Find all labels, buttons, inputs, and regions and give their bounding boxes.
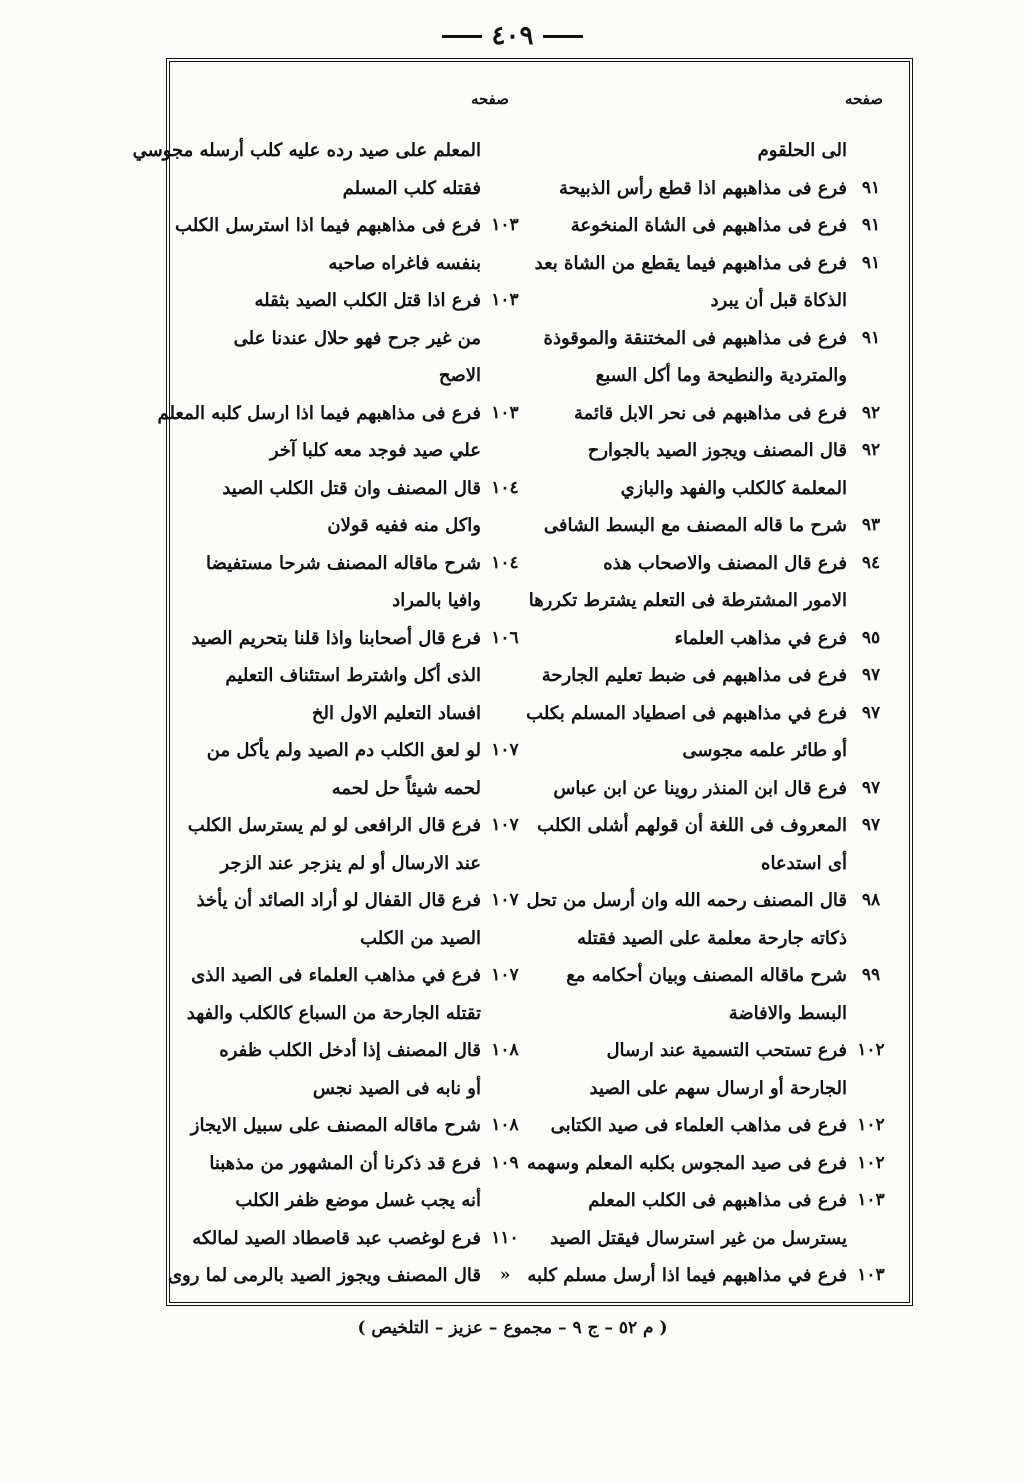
- entry-line: قال المصنف رحمه الله وان أرسل من تحل: [526, 890, 847, 911]
- entry-line: فرع فى مذاهبهم فيما اذا ارسل كلبه المعلم: [157, 402, 481, 424]
- entry-line: فرع قال الرافعى لو لم يسترسل الكلب: [187, 815, 481, 836]
- left-column: [132, 132, 529, 1295]
- footer-signature: ( م ٥٢ – ج ٩ – مجموع – عزيز – التلخيص ): [357, 1318, 668, 1338]
- entry-text: [549, 132, 847, 170]
- index-entry: [183, 545, 529, 620]
- entry-line: فرع فى مذاهبهم فى نحر الابل قائمة: [573, 402, 847, 424]
- index-entry: [549, 957, 895, 1032]
- entry-line: فرع فى مذاهب العلماء فى صيد الكتابى: [550, 1115, 847, 1136]
- entry-text: [527, 1145, 847, 1183]
- entry-line: فرع في مذاهبهم فيما اذا أرسل مسلم كلبه: [527, 1265, 847, 1286]
- entry-line: فرع قال ابن المنذر روينا عن ابن عباس: [553, 777, 847, 799]
- column-header-right: صفحه: [844, 90, 883, 108]
- entry-line: ذكاته جارحة معلمة على الصيد فقتله: [577, 927, 847, 949]
- entry-page-number: ١٠٣: [857, 1265, 885, 1285]
- entry-page-number: ١٠٢: [857, 1115, 885, 1135]
- entry-text: [549, 432, 847, 507]
- entry-page-number: ١٠٣: [491, 215, 519, 235]
- entry-text: [183, 807, 481, 882]
- entry-line: يسترسل من غير استرسال فيقتل الصيد: [550, 1227, 847, 1249]
- entry-page-number: ١٠٧: [491, 890, 519, 910]
- entry-text: [183, 545, 481, 620]
- entry-line: الى الحلقوم: [757, 140, 847, 161]
- entry-page-number: ١٠٣: [491, 402, 519, 423]
- entry-line: الجارحة أو ارسال سهم على الصيد: [589, 1077, 847, 1099]
- entry-page-number: ١٠٤: [491, 552, 519, 573]
- entry-text: [183, 957, 481, 1032]
- entry-line: المعروف فى اللغة أن قولهم أشلى الكلب: [537, 815, 847, 836]
- index-entry: [526, 882, 895, 957]
- entry-line: الذى أكل واشترط استئناف التعليم: [225, 665, 481, 686]
- entry-page-number: ١٠٧: [491, 965, 519, 985]
- index-entry: [549, 1182, 895, 1257]
- entry-text: [542, 657, 847, 695]
- right-column: [526, 132, 895, 1295]
- entry-text: [549, 1107, 847, 1145]
- entry-line: فرع فى مذاهبهم فى ضبط تعليم الجارحة: [541, 665, 847, 686]
- entry-text: [527, 1257, 847, 1295]
- entry-page-number: ٩٧: [861, 777, 881, 798]
- entry-line: وافيا بالمراد: [392, 590, 481, 611]
- entry-text: [526, 695, 847, 770]
- entry-line: قال المصنف ويجوز الصيد بالجوارح: [587, 440, 847, 461]
- entry-line: لحمه شيئاً حل لحمه: [331, 777, 481, 799]
- index-entry: [183, 1107, 529, 1145]
- index-entry: [537, 807, 895, 882]
- entry-line: فرع لوغصب عبد قاصطاد الصيد لمالكه: [192, 1227, 481, 1249]
- index-entry: [183, 1220, 529, 1258]
- entry-line: فرع فى مذاهبهم فيما اذا استرسل الكلب: [175, 215, 481, 236]
- index-entry: [183, 1145, 529, 1220]
- entry-text: [183, 732, 481, 807]
- index-entry: [183, 957, 529, 1032]
- entry-page-number: ٩١: [861, 252, 881, 273]
- entry-text: [183, 1145, 481, 1220]
- entry-text: [549, 395, 847, 433]
- entry-page-number: «: [499, 1265, 511, 1285]
- entry-page-number: ٩٢: [861, 402, 881, 423]
- entry-line: فرع في مذاهبهم فى اصطياد المسلم بكلب: [526, 702, 847, 724]
- index-entry: [543, 507, 895, 545]
- entry-line: تقتله الجارحة من السباع كالكلب والفهد: [186, 1002, 481, 1024]
- entry-line: والمتردية والنطيحة وما أكل السبع: [595, 365, 847, 386]
- entry-line: شرح ماقاله المصنف وبيان أحكامه مع: [566, 965, 847, 986]
- entry-line: شرح ماقاله المصنف على سبيل الايجاز: [190, 1115, 481, 1136]
- entry-page-number: ٩١: [861, 215, 881, 235]
- entry-line: واكل منه ففيه قولان: [327, 515, 481, 536]
- index-entry: [183, 282, 529, 395]
- index-entry: [132, 132, 529, 207]
- entry-line: أو طائر علمه مجوسى: [682, 740, 847, 761]
- index-entry: [183, 620, 529, 733]
- entry-page-number: ٩٤: [861, 552, 881, 573]
- header-dash-right: [543, 35, 583, 38]
- entry-page-number: [847, 132, 895, 170]
- entry-text: [183, 1032, 481, 1107]
- entry-line: شرح ماقاله المصنف شرحا مستفيضا: [205, 552, 481, 574]
- entry-page-number: ٩٧: [861, 702, 881, 723]
- entry-line: لو لعق الكلب دم الصيد ولم يأكل من: [206, 740, 481, 761]
- entry-line: فرع قال القفال لو أراد الصائد أن يأخذ: [196, 890, 481, 911]
- index-entry: [528, 545, 895, 620]
- entry-line: قال المصنف ويجوز الصيد بالرمى لما روى: [167, 1265, 481, 1286]
- entry-line: فرع فى مذاهبهم فى الشاة المنخوعة: [570, 215, 847, 236]
- entry-page-number: ٩٣: [861, 515, 881, 535]
- index-entry: [549, 132, 895, 170]
- entry-line: فرع تستحب التسمية عند ارسال: [606, 1040, 847, 1061]
- entry-text: [183, 620, 481, 733]
- index-entry: [526, 695, 895, 770]
- entry-line: البسط والافاضة: [728, 1002, 847, 1024]
- entry-text: [183, 282, 481, 395]
- entry-line: المعلم على صيد رده عليه كلب أرسله مجوسي: [132, 140, 481, 161]
- entry-line: فرع في مذاهب العلماء فى الصيد الذى: [191, 965, 481, 986]
- entry-page-number: ١٠٤: [491, 477, 519, 498]
- index-entry: [549, 170, 895, 208]
- entry-page-number: ١٠٨: [491, 1040, 519, 1060]
- entry-page-number: ١٠٢: [857, 1152, 885, 1173]
- entry-page-number: ٩٩: [861, 965, 881, 985]
- column-header-left: صفحه: [470, 90, 509, 108]
- entry-line: فرع قال أصحابنا واذا قلنا بتحريم الصيد: [191, 627, 481, 649]
- entry-page-number: ١٠٨: [491, 1115, 519, 1135]
- entry-line: علي صيد فوجد معه كلبا آخر: [269, 440, 481, 461]
- entry-line: المعلمة كالكلب والفهد والبازي: [620, 477, 847, 499]
- entry-page-number: ١٠٩: [491, 1152, 519, 1173]
- entry-page-number: ١٠٣: [857, 1190, 885, 1210]
- index-entry: [549, 770, 895, 808]
- index-entry: [549, 395, 895, 433]
- entry-page-number: ١٠٦: [491, 627, 519, 648]
- index-entry: [549, 1032, 895, 1107]
- entry-line: قال المصنف إذا أدخل الكلب ظفره: [219, 1040, 481, 1061]
- entry-line: فرع قال المصنف والاصحاب هذه: [603, 552, 847, 574]
- entry-line: من غير جرح فهو حلال عندنا على: [233, 327, 481, 349]
- entry-text: [549, 620, 847, 658]
- entry-line: الاصح: [438, 365, 481, 386]
- index-entry: [183, 732, 529, 807]
- index-entry: [183, 470, 529, 545]
- index-frame: [132, 58, 913, 1306]
- entry-text: [549, 1182, 847, 1257]
- entry-page-number: ٩٨: [861, 890, 881, 910]
- entry-line: الذكاة قبل أن يبرد: [710, 290, 847, 311]
- index-entry: [183, 1032, 529, 1107]
- entry-text: [535, 245, 847, 320]
- index-entry: [541, 657, 895, 695]
- entry-page-number: ٩٥: [861, 627, 881, 648]
- entry-page-number: ٩٧: [861, 665, 881, 685]
- entry-line: افساد التعليم الاول الخ: [311, 702, 481, 724]
- entry-text: [183, 470, 481, 545]
- index-entry: [549, 207, 895, 245]
- entry-text: [549, 170, 847, 208]
- index-entry: [157, 395, 529, 470]
- entry-page-number: [481, 132, 529, 207]
- index-entry: [167, 1257, 529, 1295]
- entry-text: [549, 957, 847, 1032]
- entry-page-number: ٩١: [861, 177, 881, 198]
- entry-text: [175, 207, 481, 282]
- index-entry: [183, 807, 529, 882]
- entry-line: فرع قد ذكرنا أن المشهور من مذهبنا: [209, 1152, 481, 1174]
- entry-page-number: ١٠٧: [491, 740, 519, 760]
- entry-text: [544, 507, 847, 545]
- entry-text: [157, 395, 481, 470]
- index-entry: [549, 1107, 895, 1145]
- entry-page-number: ١٠٢: [857, 1040, 885, 1060]
- entry-text: [183, 1107, 481, 1145]
- entry-text: [168, 1257, 481, 1295]
- header-dash-left: [442, 35, 482, 38]
- index-entry: [183, 882, 529, 957]
- entry-line: عند الارسال أو لم ينزجر عند الزجر: [220, 852, 481, 874]
- entry-line: أنه يجب غسل موضع ظفر الكلب: [235, 1190, 481, 1211]
- entry-line: الصيد من الكلب: [360, 927, 481, 949]
- entry-line: فرع فى مذاهبهم اذا قطع رأس الذبيحة: [558, 177, 847, 199]
- entry-line: بنفسه فاغراه صاحبه: [328, 252, 481, 274]
- entry-page-number: ٩٧: [861, 815, 881, 835]
- entry-page-number: ١٠٧: [491, 815, 519, 835]
- entry-line: فرع في مذاهب العلماء: [674, 627, 847, 649]
- entry-line: فرع اذا قتل الكلب الصيد بثقله: [254, 290, 481, 311]
- entry-page-number: ١٠٣: [491, 290, 519, 310]
- entry-page-number: ١١٠: [491, 1227, 519, 1248]
- entry-text: [527, 882, 848, 957]
- entry-line: فرع فى صيد المجوس بكلبه المعلم وسهمه: [526, 1152, 847, 1174]
- index-entry: [527, 1257, 895, 1295]
- entry-page-number: ٩٢: [861, 440, 881, 460]
- entry-page-number: ٩١: [861, 327, 881, 348]
- index-entry: [543, 320, 895, 395]
- entry-text: [549, 1032, 847, 1107]
- entry-text: [183, 882, 481, 957]
- entry-line: فقتله كلب المسلم: [342, 177, 481, 199]
- entry-line: فرع فى مذاهبهم فى المختنقة والموقوذة: [543, 327, 847, 349]
- entry-text: [549, 770, 847, 808]
- entry-line: أو نابه فى الصيد نجس: [312, 1077, 481, 1099]
- page-header: [0, 16, 1025, 56]
- entry-line: فرع فى مذاهبهم فيما يقطع من الشاة بعد: [534, 252, 847, 274]
- entry-text: [549, 207, 847, 245]
- index-entry: [549, 432, 895, 507]
- index-entry: [549, 620, 895, 658]
- entry-line: قال المصنف وان قتل الكلب الصيد: [222, 477, 481, 499]
- entry-text: [544, 320, 847, 395]
- entry-text: [183, 1220, 481, 1258]
- entry-text: [529, 545, 847, 620]
- page-number: ٤٠٩: [491, 21, 534, 51]
- entry-line: أى استدعاه: [761, 852, 847, 874]
- index-entry: [534, 245, 895, 320]
- index-entry: [175, 207, 529, 282]
- entry-line: الامور المشترطة فى التعلم يشترط تكررها: [528, 590, 847, 611]
- entry-line: شرح ما قاله المصنف مع البسط الشافى: [543, 515, 847, 536]
- entry-line: فرع فى مذاهبهم فى الكلب المعلم: [588, 1190, 847, 1211]
- entry-text: [537, 807, 847, 882]
- index-entry: [526, 1145, 895, 1183]
- entry-text: [133, 132, 481, 207]
